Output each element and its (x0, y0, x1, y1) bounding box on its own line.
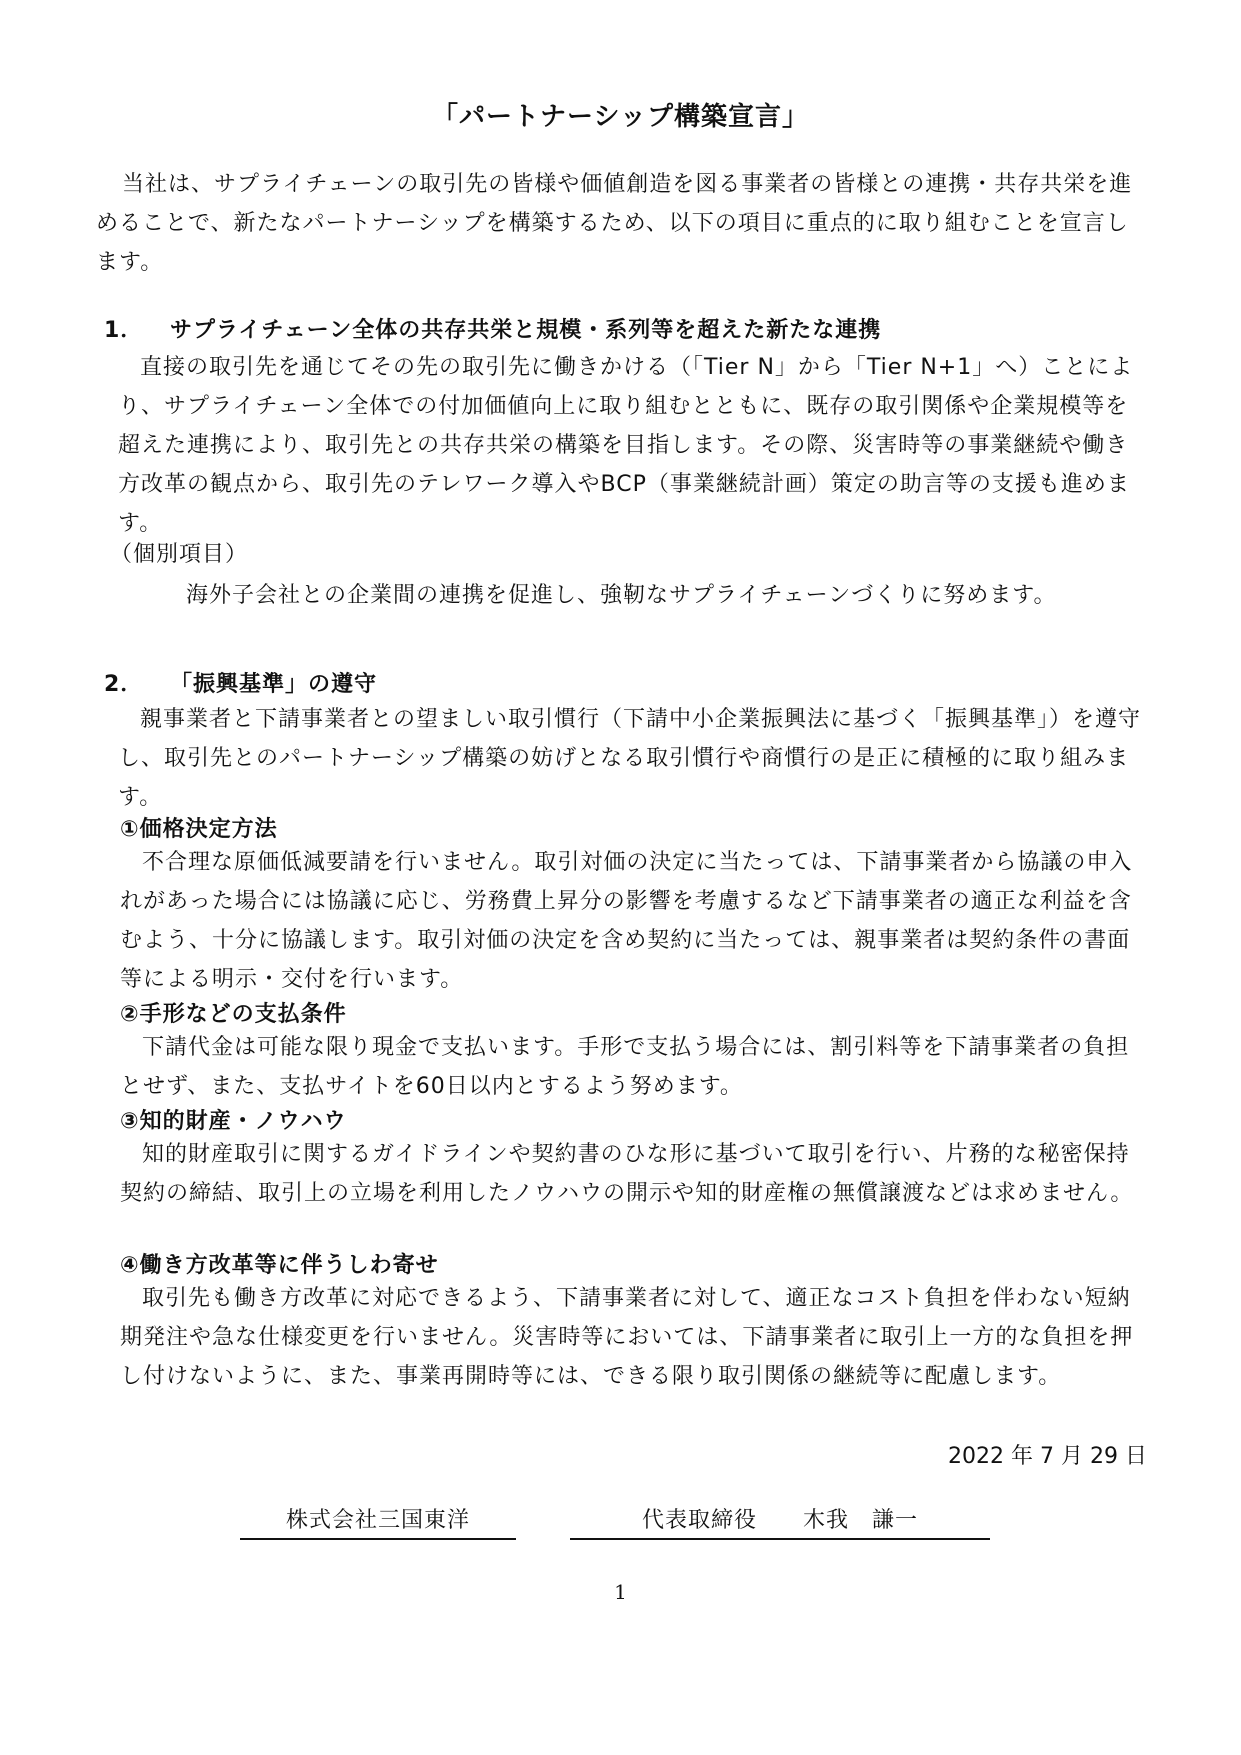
section-1-heading (104, 313, 881, 344)
section-2-number: 2． (104, 672, 144, 697)
section-1-number: 1． (104, 318, 144, 343)
item-1-heading: ①価格決定方法 (120, 817, 278, 842)
item-1-body: 不合理な原価低減要請を行いません。取引対価の決定に当たっては、下請事業者から協議の申入れがあった場合には協議に応じ、労務費上昇分の影響を考慮するなど下請事業者の適正な利益を含むよう、十分に協議します。取引対価の決定を含め契約に当たっては、親事業者は契約条件の書面等による明示・交付を行います。 (120, 850, 1133, 992)
representative-name: 代表取締役 木我 謙一 (570, 1503, 990, 1540)
item-3-heading: ③知的財産・ノウハウ (120, 1109, 347, 1134)
page-title: 「パートナーシップ構築宣言」 (432, 102, 809, 132)
item-2-body: 下請代金は可能な限り現金で支払います。手形で支払う場合には、割引料等を下請事業者の負担とせず、また、支払サイトを60日以内とするよう努めます。 (120, 1035, 1130, 1099)
section-1-body: 直接の取引先を通じてその先の取引先に働きかける（「Tier N」から「Tier N+1」へ）ことにより、サプライチェーン全体での付加価値向上に取り組むとともに、既存の取引関係や企業規模等を超えた連携により、取引先との共存共栄の構築を目指します。その際、災害時等の事業継続や働き方改革の観点から、取引先のテレワーク導入やBCP（事業継続計画）策定の助言等の支援も進めます。 (118, 355, 1134, 536)
individual-item: 海外子会社との企業間の連携を促進し、強靭なサプライチェーンづくりに努めます。 (186, 583, 1057, 608)
section-2-body: 親事業者と下請事業者との望ましい取引慣行（下請中小企業振興法に基づく「振興基準」）を遵守し、取引先とのパートナーシップ構築の妨げとなる取引慣行や商慣行の是正に積極的に取り組みます。 (118, 707, 1142, 810)
page-number: 1 (614, 1580, 627, 1604)
intro-paragraph: 当社は、サプライチェーンの取引先の皆様や価値創造を図る事業者の皆様との連携・共存共栄を進めることで、新たなパートナーシップを構築するため、以下の項目に重点的に取り組むことを宣言します。 (96, 172, 1133, 275)
section-2-title: 「振興基準」の遵守 (170, 672, 378, 697)
item-2-heading: ②手形などの支払条件 (120, 1002, 347, 1027)
individual-items-label: （個別項目） (110, 542, 249, 567)
section-2-heading (104, 667, 377, 698)
section-1-title: サプライチェーン全体の共存共栄と規模・系列等を超えた新たな連携 (170, 318, 882, 343)
declaration-date: 2022 年 7 月 29 日 (948, 1444, 1147, 1469)
item-3-body: 知的財産取引に関するガイドラインや契約書のひな形に基づいて取引を行い、片務的な秘密保持契約の締結、取引上の立場を利用したノウハウの開示や知的財産権の無償譲渡などは求めません。 (120, 1142, 1134, 1206)
item-4-heading: ④働き方改革等に伴うしわ寄せ (120, 1253, 439, 1278)
item-4-body: 取引先も働き方改革に対応できるよう、下請事業者に対して、適正なコスト負担を伴わない短納期発注や急な仕様変更を行いません。災害時等においては、下請事業者に取引上一方的な負担を押し付けないように、また、事業再開時等には、できる限り取引関係の継続等に配慮します。 (120, 1286, 1134, 1389)
company-name: 株式会社三国東洋 (240, 1503, 516, 1540)
